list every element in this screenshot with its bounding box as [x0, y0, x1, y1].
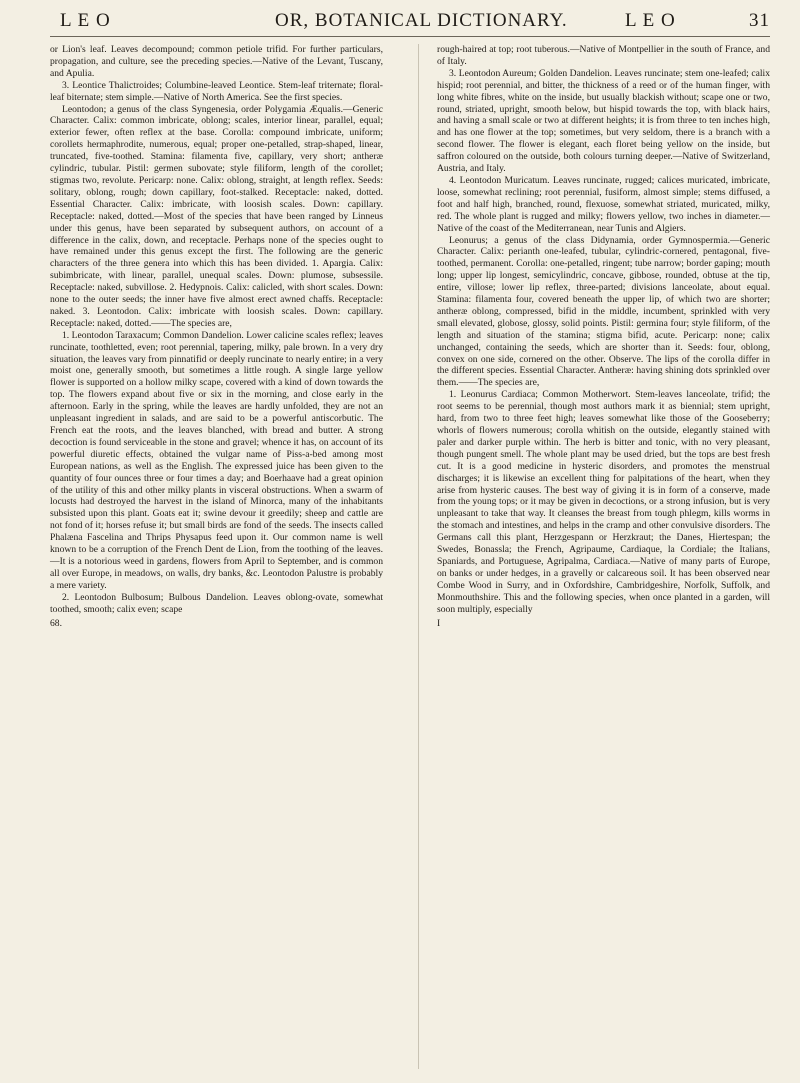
- column-divider: [418, 44, 419, 1069]
- entry-paragraph: 3. Leontice Thalictroides; Columbine-leaved Leontice. Stem-leaf triternate; floral-leaf biternate; stem simple.—Native of North America. See the first species.: [50, 79, 383, 103]
- left-column: [50, 44, 383, 629]
- right-column: [437, 44, 770, 629]
- entry-paragraph: 4. Leontodon Muricatum. Leaves runcinate, rugged; calices muricated, imbricate, loose, somewhat reclining; root perennial, fusiform, almost simple; stems diffused, a foot and half high, branched, round, flexuose, somewhat striated, muricated, milky, red. The whole plant is rugged and milky; flowers yellow, two inches in diameter.—Native of the coast of the Mediterranean, near Tunis and Algiers.: [437, 174, 770, 234]
- signature-mark: I: [437, 617, 441, 629]
- entry-paragraph: rough-haired at top; root tuberous.—Native of Montpellier in the south of France, and of Italy.: [437, 44, 770, 67]
- entry-paragraph: or Lion's leaf. Leaves decompound; common petiole trifid. For further particulars, propagation, and culture, see the preceding species.—Native of the Levant, Tuscany, and Apulia.: [50, 44, 383, 79]
- entry-paragraph: 2. Leontodon Bulbosum; Bulbous Dandelion. Leaves oblong-ovate, somewhat toothed, smooth; calix even; scape: [50, 591, 383, 615]
- running-header: [50, 10, 770, 37]
- entry-paragraph: 1. Leontodon Taraxacum; Common Dandelion. Lower calicine scales reflex; leaves runcinate, toothletted, even; root perennial, tapering, milky, pale brown. In a very dry situation, the leaves vary from pinnatifid or deeply runcinate to nearly entire; in a very moist one, generally smooth, but sometimes a little rough. A single large yellow flower is supported on a hollow milky scape, covered with a kind of down towards the top. The flowers expand about five or six in the morning, and close early in the afternoon. Early in the spring, while the leaves are hardly unfolded, they are not an unpleasant ingredient in salads, and are said to be a powerful antiscorbutic. The French eat the roots, and the leaves blanched, with bread and butter. A strong decoction is found serviceable in the stone and gravel; whence it has, on account of its powerful diuretic effects, obtained the vulgar name of Piss-a-bed among most European nations, as well as the English. The expressed juice has been given to the quantity of four ounces three or four times a day; and Boerhaave had a great opinion of the utility of this and other milky plants in visceral obstructions. When a swarm of locusts had destroyed the harvest in the island of Minorca, many of the inhabitants subsisted upon this plant. Goats eat it; swine devour it greedily; sheep and cattle are not fond of it; horses refuse it; but small birds are fond of the seeds. The insects called Phalæna Fascelina and Thrips Physapus feed upon it. Our common name is well known to be a corruption of the French Dent de Lion, from the toothing of the leaves.—It is a notorious weed in gardens, flowers from April to September, and is common all over Europe, in meadows, on walls, dry banks, &c. Leontodon Palustre is probably a mere variety.: [50, 329, 383, 591]
- header-left-guideword: L E O: [60, 10, 111, 31]
- header-title: OR, BOTANICAL DICTIONARY.: [275, 10, 568, 31]
- signature-mark: 68.: [50, 617, 62, 629]
- entry-paragraph: 1. Leonurus Cardiaca; Common Motherwort. Stem-leaves lanceolate, trifid; the root seems to be perennial, though most authors mark it as biennial; stem upright, hard, from two to three feet high; leaves somewhat like those of the Gooseberry; whorls of flowers numerous; corolla whitish on the outside, elegantly stained with paler and darker purple within. The herb is bitter and tonic, with no very pleasant, though pungent smell. The whole plant may be used dried, but the tops are best fresh cut. It is a good medicine in hysteric disorders, and promotes the menstrual discharges; it is likewise an excellent thing for palpitations of the heart, when they arise from hysteric causes. The best way of giving it is in form of a conserve, made from the young tops; or it may be given in decoctions, or a strong infusion, but is very unpleasant to take that way. It cleanses the breast from tough phlegm, kills worms in the stomach and intestines, and helps in the cramp and other convulsive disorders. The Germans call this plant, Herzgespann or Herzkraut; the Danes, Hiertespan; the Swedes, Bonassla; the French, Agripaume, Cardiaque, la Cordiale; the Italians, Spaniards, and Portuguese, Agripalma, Cardiaca.—Native of many parts of Europe, on banks or under hedges, in a gravelly or calcareous soil. It has been observed near Combe Wood in Surry, and in Oxfordshire, Cambridgeshire, Norfolk, Suffolk, and Monmouthshire. This and the following species, when once planted in a garden, will soon multiply, especially: [437, 389, 770, 615]
- entry-paragraph: Leonurus; a genus of the class Didynamia, order Gymnospermia.—Generic Character. Calix: perianth one-leafed, tubular, cylindric-cornered, pentagonal, five-toothed, permanent. Corolla: one-petalled, ringent; tube narrow; border gaping; mouth long; upper lip longest, semicylindric, concave, gibbose, rounded, obtuse at the tip, entire, villose; lower lip reflex, three-parted; divisions lanceolate, about equal. Stamina: filamenta four, covered beneath the upper lip, of which two are shorter; antheræ oblong, compressed, bifid in the middle, incumbent, sprinkled with very small elevated, globose, glossy, solid points. Pistil: germina four; style filiform, of the length and situation of the stamina; stigma bifid, acute. Pericarp: none; calix unchanged, containing the seeds, which are shorter than it. Seeds: four, oblong, convex on one side, cornered on the other. Observe. The lips of the corolla differ in the different species. Essential Character. Antheræ: having shining dots sprinkled over them.——The species are,: [437, 234, 770, 389]
- header-right-guideword: L E O: [625, 10, 676, 31]
- entry-paragraph: Leontodon; a genus of the class Syngenesia, order Polygamia Æqualis.—Generic Character. Calix: common imbricate, oblong; scales, interior linear, parallel, equal; exterior fewer, often reflex at the base. Corolla: compound imbricate, uniform; corollets hermaphrodite, numerous, equal; proper one-petalled, strap-shaped, linear, truncated, five-toothed. Stamina: filamenta five, capillary, very short; antheræ cylindric, tubular. Pistil: germen subovate; style filiform, length of the corollet; stigmas two, revolute. Pericarp: none. Calix: oblong, straight, at length reflex. Seeds: solitary, oblong, rough; down capillary, foot-stalked. Receptacle: naked, dotted. Essential Character. Calix: imbricate, with loosish scales. Down: capillary. Receptacle: naked, dotted.—Most of the species that have been ranged by Linneus under this genus, have been separated by subsequent authors, on account of a difference in the calix, down, and receptacle. Perhaps none of the species ought to have remained under this genus except the first. The following are the generic characters of the three genera into which this has been divided. 1. Apargia. Calix: subimbricate, with linear, parallel, unequal scales. Down: plumose, subsessile. Receptacle: naked, subvillose. 2. Hedypnois. Calix: calicled, with short scales. Down: none to the outer seeds; the inner have five almost erect awned chaffs. Receptacle: naked. 3. Leontodon. Calix: imbricate with loosish scales. Down: capillary. Receptacle: naked, dotted.——The species are,: [50, 103, 383, 329]
- page-number: 31: [749, 10, 770, 31]
- entry-paragraph: 3. Leontodon Aureum; Golden Dandelion. Leaves runcinate; stem one-leafed; calix hispid; root perennial, and bitter, the thickness of a reed or of the human finger, with long white fibres, white on the inside, but usually blackish without; scape one or two, round, striated, upright, smooth below, but hispid towards the top, with black hairs, and having a small scale or two at different heights; it is from three to ten inches high, and has one flower at the top; sometimes, but very seldom, there is a branch with a second flower. The flower is elegant, each floret being yellow on the inside, but saffron coloured on the outside, both colours turning deeper.—Native of Switzerland, Austria, and Italy.: [437, 67, 770, 175]
